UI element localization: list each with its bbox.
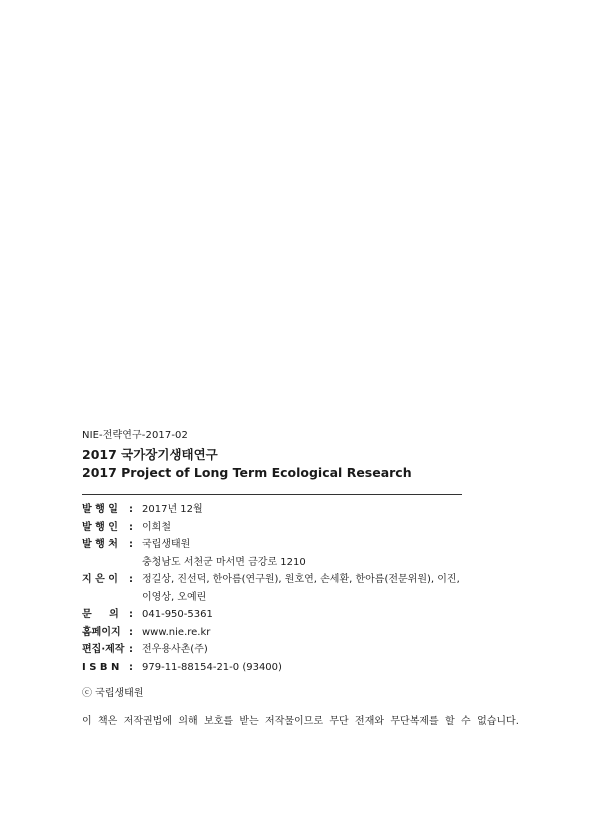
- report-code: NIE-전략연구-2017-02: [82, 430, 188, 441]
- publishing-org-row: [82, 536, 482, 554]
- isbn-value: 979-11-88154-21-0 (93400): [142, 661, 282, 673]
- authors-label: 지 은 이: [82, 574, 118, 585]
- inquiry-row: [82, 606, 482, 624]
- copyright: ⓒ 국립생태원: [82, 688, 144, 699]
- colon: :: [129, 644, 133, 655]
- colon: :: [129, 661, 133, 673]
- colon: :: [129, 521, 133, 533]
- publisher-row: [82, 519, 482, 537]
- colon: :: [129, 609, 133, 620]
- isbn-row: [82, 659, 482, 677]
- authors-row: [82, 571, 482, 589]
- publication-info: [82, 501, 482, 676]
- colon: :: [129, 504, 133, 515]
- authors-line2: 이영상, 오예린: [142, 591, 207, 603]
- title-english: 2017 Project of Long Term Ecological Research: [82, 465, 412, 480]
- address-row: [82, 554, 482, 572]
- homepage-row: [82, 624, 482, 642]
- title-korean: 2017 국가장기생태연구: [82, 447, 218, 462]
- homepage-label: 홈페이지: [82, 626, 121, 638]
- publish-date-label: 발 행 일: [82, 504, 118, 515]
- authors-line1: 정길상, 진선덕, 한아름(연구원), 원호연, 손세환, 한아름(전문위원), 이진,: [142, 574, 460, 585]
- colon: :: [129, 626, 133, 638]
- authors-row-continued: [82, 589, 482, 607]
- divider: [82, 494, 462, 495]
- publisher-label: 발 행 인: [82, 521, 118, 533]
- publishing-org-label: 발 행 처: [82, 539, 118, 550]
- colon: :: [129, 539, 133, 550]
- editing-row: [82, 641, 482, 659]
- inquiry-value: 041-950-5361: [142, 609, 213, 620]
- publish-date-row: [82, 501, 482, 519]
- colon: :: [129, 574, 133, 585]
- publisher-value: 이희철: [142, 521, 171, 533]
- publishing-org-value: 국립생태원: [142, 539, 191, 550]
- publish-date-value: 2017년 12월: [142, 504, 203, 515]
- inquiry-label: 문 의: [82, 609, 119, 620]
- publishing-org-address: 충청남도 서천군 마서면 금강로 1210: [142, 556, 306, 568]
- isbn-label: I S B N: [82, 661, 120, 673]
- editing-value: 전우용사촌(주): [142, 644, 208, 655]
- editing-label: 편집·제작: [82, 644, 125, 655]
- homepage-value: www.nie.re.kr: [142, 626, 211, 638]
- copyright-notice: 이 책은 저작권법에 의해 보호를 받는 저작물이므로 무단 전재와 무단복제를 할 수 없습니다.: [82, 716, 519, 727]
